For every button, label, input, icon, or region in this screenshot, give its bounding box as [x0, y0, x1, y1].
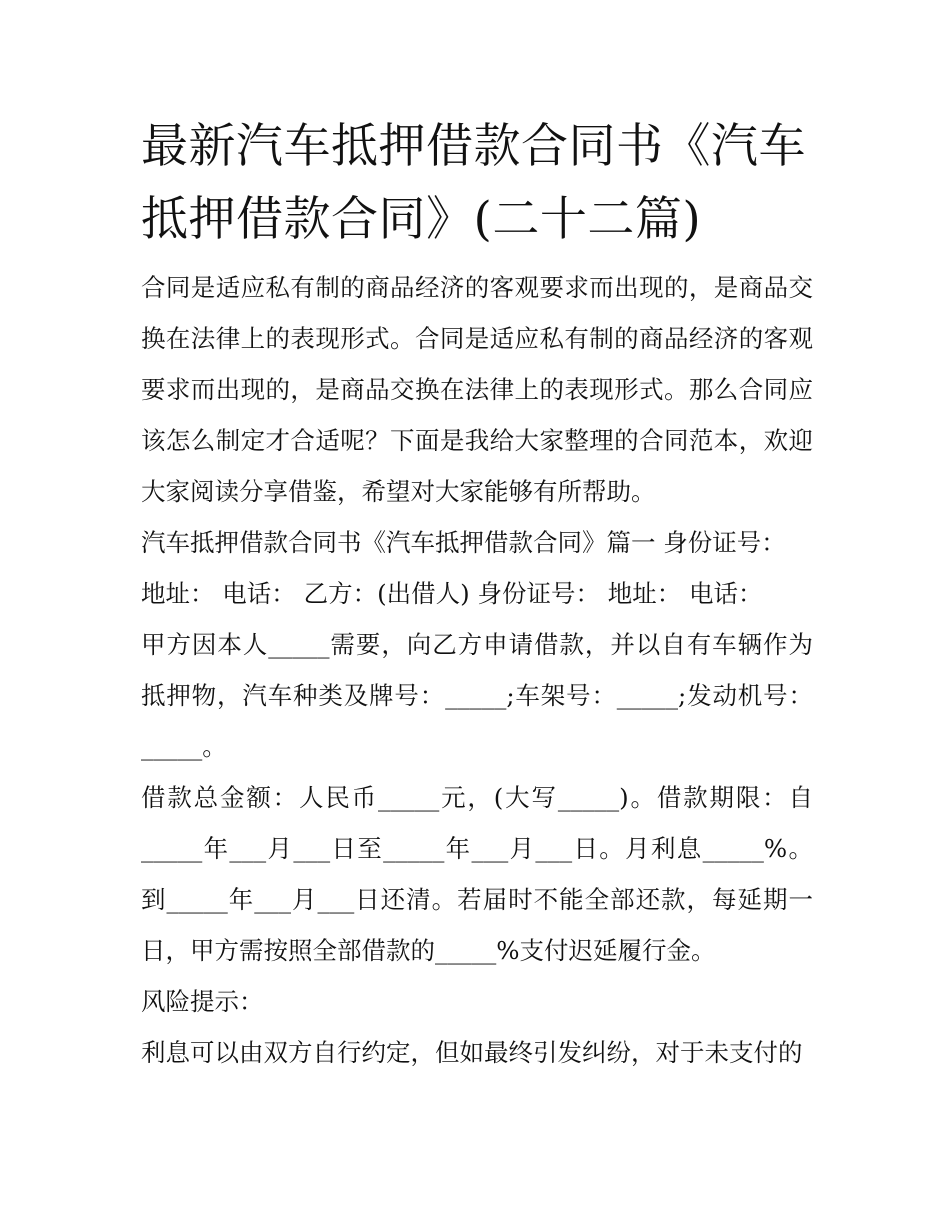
document-title: 最新汽车抵押借款合同书《汽车抵押借款合同》(二十二篇)	[141, 119, 806, 247]
intro-paragraph: 合同是适应私有制的商品经济的客观要求而出现的，是商品交换在法律上的表现形式。合同是适应私有制的商品经济的客观要求而出现的，是商品交换在法律上的表现形式。那么合同应该怎么制定才合适呢？下面是我给大家整理的合同范本，欢迎大家阅读分享借鉴，希望对大家能够有所帮助。	[141, 273, 813, 506]
risk-notice-heading: 风险提示：	[141, 987, 264, 1016]
party-info-line: 地址： 电话： 乙方：(出借人) 身份证号： 地址： 电话：	[141, 579, 763, 608]
risk-notice-paragraph: 利息可以由双方自行约定，但如最终引发纠纷，对于未支付的	[141, 1038, 803, 1067]
document-page	[141, 110, 813, 1078]
section-heading: 汽车抵押借款合同书《汽车抵押借款合同》篇一 身份证号：	[141, 528, 786, 557]
loan-terms-paragraph: 借款总金额：人民币_____元，(大写_____)。借款期限：自_____年___月___日至_____年___月___日。月利息_____%。到_____年___月___日还清。若届时不能全部还款，每延期一日，甲方需按照全部借款的_____%支付迟延履行金。	[141, 783, 813, 965]
collateral-paragraph: 甲方因本人_____需要，向乙方申请借款，并以自有车辆作为抵押物，汽车种类及牌号：_____;车架号：_____;发动机号：_____。	[141, 630, 813, 761]
